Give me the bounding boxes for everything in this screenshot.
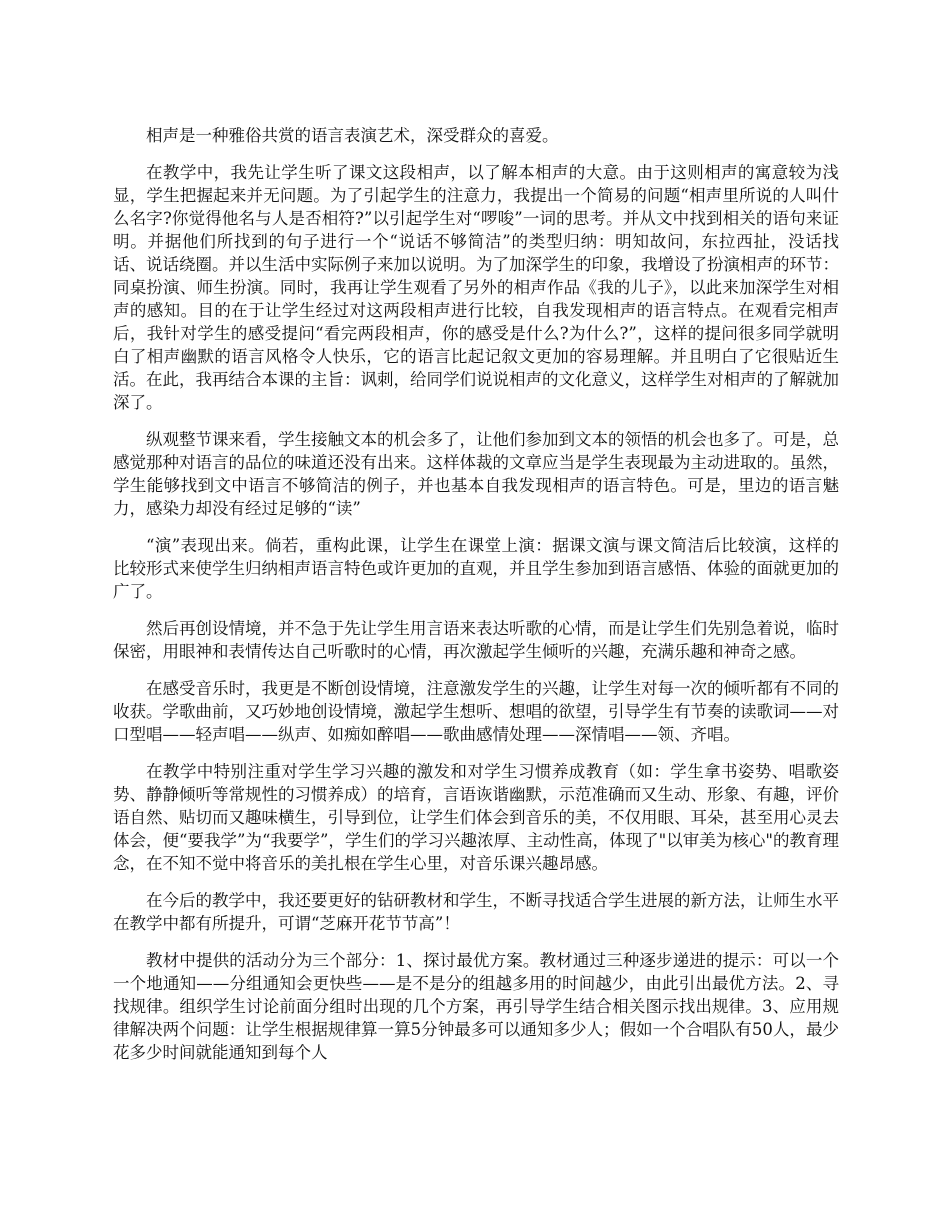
paragraph: “演”表现出来。倘若，重构此课，让学生在课堂上演：据课文演与课文简洁后比较演，这样的比较形式来使学生归纳相声语言特色或许更加的直观，并且学生参加到语言感悟、体验的面就更加的广了。 (113, 536, 839, 601)
paragraph: 在教学中，我先让学生听了课文这段相声，以了解本相声的大意。由于这则相声的寓意较为浅显，学生把握起来并无问题。为了引起学生的注意力，我提出一个简易的问题“相声里所说的人叫什么名字?你觉得他名与人是否相符?”以引起学生对“啰唆”一词的思考。并从文中找到相关的语句来证明。并据他们所找到的句子进行一个“说话不够简洁”的类型归纳：明知故问，东拉西扯，没话找话、说话绕圈。并以生活中实际例子来加以说明。为了加深学生的印象，我增设了扮演相声的环节：同桌扮演、师生扮演。同时，我再让学生观看了另外的相声作品《我的儿子》，以此来加深学生对相声的感知。目的在于让学生经过对这两段相声进行比较，自我发现相声的语言特点。在观看完相声后，我针对学生的感受提问“看完两段相声，你的感受是什么?为什么?”，这样的提问很多同学就明白了相声幽默的语言风格令人快乐，它的语言比起记叙文更加的容易理解。并且明白了它很贴近生活。在此，我再结合本课的主旨：讽刺，给同学们说说相声的文化意义，这样学生对相声的了解就加深了。 (113, 163, 839, 412)
paragraph: 纵观整节课来看，学生接触文本的机会多了，让他们参加到文本的领悟的机会也多了。可是，总感觉那种对语言的品位的味道还没有出来。这样体裁的文章应当是学生表现最为主动进取的。虽然，学生能够找到文中语言不够简洁的例子，并也基本自我发现相声的语言特色。可是，里边的语言魅力，感染力却没有经过足够的“读” (113, 430, 839, 518)
paragraph: 在感受音乐时，我更是不断创设情境，注意激发学生的兴趣，让学生对每一次的倾听都有不同的收获。学歌曲前，又巧妙地创设情境，激起学生想听、想唱的欲望，引导学生有节奏的读歌词——对口型唱——轻声唱——纵声、如痴如醉唱——歌曲感情处理——深情唱——领、齐唱。 (113, 679, 839, 744)
paragraph: 然后再创设情境，并不急于先让学生用言语来表达听歌的心情，而是让学生们先别急着说，临时保密，用眼神和表情传达自己听歌时的心情，再次激起学生倾听的兴趣，充满乐趣和神奇之感。 (113, 619, 839, 661)
paragraph: 教材中提供的活动分为三个部分：1、探讨最优方案。教材通过三种逐步递进的提示：可以一个一个地通知——分组通知会更快些——是不是分的组越多用的时间越少，由此引出最优方法。2、寻找规律。组织学生讨论前面分组时出现的几个方案，再引导学生结合相关图示找出规律。3、应用规律解决两个问题：让学生根据规律算一算5分钟最多可以通知多少人；假如一个合唱队有50人，最少花多少时间就能通知到每个人 (113, 951, 839, 1062)
document-body (113, 124, 839, 1078)
paragraph: 在教学中特别注重对学生学习兴趣的激发和对学生习惯养成教育（如：学生拿书姿势、唱歌姿势、静静倾听等常规性的习惯养成）的培育，言语诙谐幽默，示范准确而又生动、形象、有趣，评价语自然、贴切而又趣味横生，引导到位，让学生们体会到音乐的美，不仅用眼、耳朵，甚至用心灵去体会，便“要我学”为“我要学”，学生们的学习兴趣浓厚、主动性高，体现了"以审美为核心"的教育理念，在不知不觉中将音乐的美扎根在学生心里，对音乐课兴趣昂感。 (113, 762, 839, 873)
paragraph: 在今后的教学中，我还要更好的钻研教材和学生，不断寻找适合学生进展的新方法，让师生水平在教学中都有所提升，可谓“芝麻开花节节高”！ (113, 891, 839, 933)
paragraph: 相声是一种雅俗共赏的语言表演艺术，深受群众的喜爱。 (146, 126, 559, 145)
